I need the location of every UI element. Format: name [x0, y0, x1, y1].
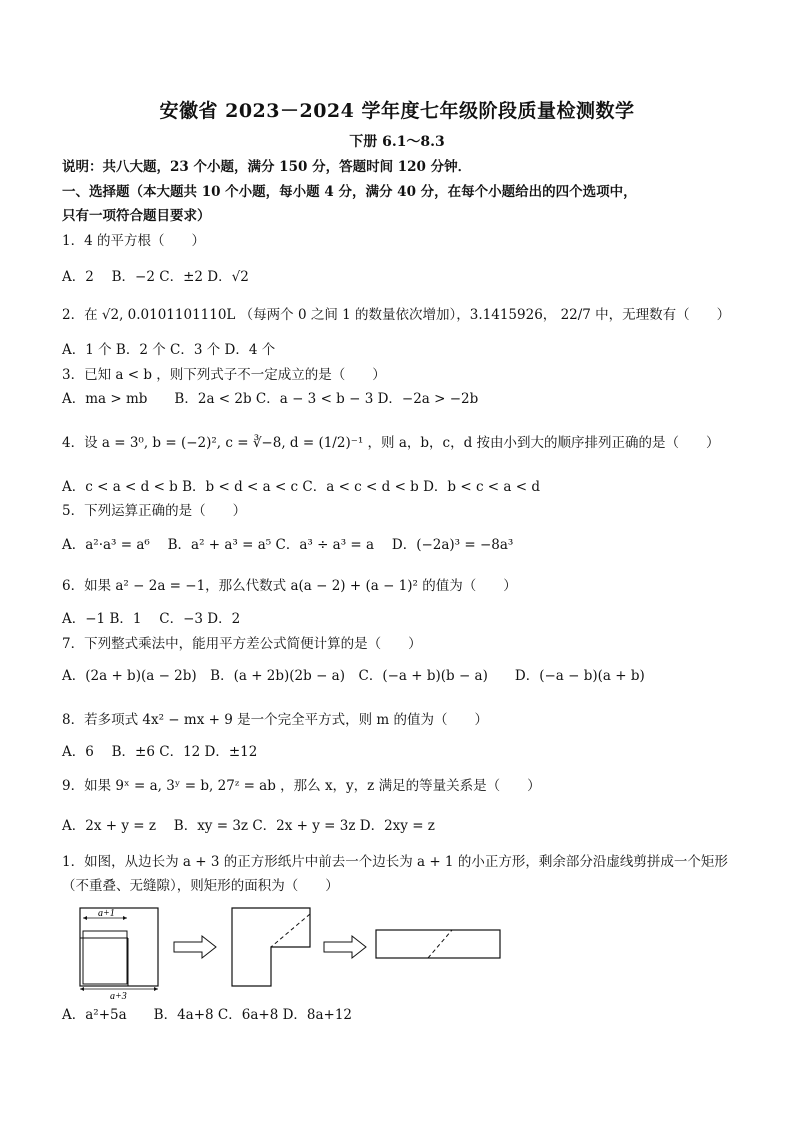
question-3-stem: 3．已知 a < b ，则下列式子不一定成立的是（ ）	[62, 367, 386, 383]
label-a-plus-1: a+1	[98, 908, 115, 919]
question-4-options: A．c < a < d < b B．b < d < a < c C．a < c < d < b D．b < c < a < d	[62, 479, 540, 495]
instructions: 说明：共八大题，23 个小题，满分 150 分，答题时间 120 分钟．	[62, 159, 472, 175]
l-shape-diagram	[232, 908, 310, 986]
question-7-stem: 7．下列整式乘法中，能用平方差公式简便计算的是（ ）	[62, 636, 422, 652]
section-heading-line2: 只有一项符合题目要求）	[62, 208, 211, 224]
question-9-options: A．2x + y = z B．xy = 3z C．2x + y = 3z D．2xy = z	[62, 818, 435, 834]
question-1-options: A．2 B．−2 C．±2 D．√2	[62, 269, 249, 285]
question-6-options: A．−1 B．1 C．−3 D．2	[62, 611, 241, 627]
question-7-options: A．(2a + b)(a − 2b) B．(a + 2b)(2b − a) C．(−a + b)(b − a) D．(−a − b)(a + b)	[62, 668, 645, 684]
page-subtitle: 下册 6.1～8.3	[349, 134, 445, 150]
question-8-options: A．6 B．±6 C．12 D．±12	[62, 744, 258, 760]
question-2-options: A．1 个 B．2 个 C．3 个 D．4 个	[62, 342, 276, 358]
original-square-diagram	[80, 908, 158, 1000]
question-2-stem: 2．在 √2, 0.0101101110L （每两个 0 之间 1 的数量依次增加），3.1415926， 22/7 中，无理数有（ ）	[62, 307, 731, 323]
arrow-right-icon	[324, 936, 366, 958]
question-3-options: A．ma > mb B．2a < 2b C．a − 3 < b − 3 D．−2a > −2b	[62, 391, 479, 407]
question-5-options: A．a²·a³ = a⁶ B．a² + a³ = a⁵ C．a³ ÷ a³ = a D．(−2a)³ = −8a³	[62, 537, 514, 553]
question-5-stem: 5．下列运算正确的是（ ）	[62, 503, 247, 519]
question-10-stem-line1: 1．如图，从边长为 a + 3 的正方形纸片中前去一个边长为 a + 1 的小正方形，剩余部分沿虚线剪拼成一个矩形	[62, 854, 728, 870]
rectangle-result-diagram	[376, 930, 500, 958]
square-cut-figure	[70, 900, 510, 1000]
question-10-options: A．a²+5a B．4a+8 C．6a+8 D．8a+12	[62, 1007, 353, 1023]
question-8-stem: 8．若多项式 4x² − mx + 9 是一个完全平方式，则 m 的值为（ ）	[62, 712, 488, 728]
question-1-stem: 1．4 的平方根（ ）	[62, 233, 205, 249]
label-a-plus-3: a+3	[110, 991, 127, 1000]
arrow-right-icon	[174, 936, 216, 958]
page-title: 安徽省 2023－2024 学年度七年级阶段质量检测数学	[159, 100, 635, 122]
section-heading-line1: 一、选择题（本大题共 10 个小题，每小题 4 分，满分 40 分，在每个小题给出的四个选项中，	[62, 184, 637, 200]
question-10-stem-line2: （不重叠、无缝隙），则矩形的面积为（ ）	[62, 878, 339, 894]
question-4-stem: 4．设 a = 3⁰, b = (−2)², c = ∛−8, d = (1/2)⁻¹ ，则 a，b，c，d 按由小到大的顺序排列正确的是（ ）	[62, 435, 720, 451]
question-6-stem: 6．如果 a² − 2a = −1，那么代数式 a(a − 2) + (a − 1)² 的值为（ ）	[62, 578, 517, 594]
question-9-stem: 9．如果 9ˣ = a, 3ʸ = b, 27ᶻ = ab ，那么 x，y，z 满足的等量关系是（ ）	[62, 778, 541, 794]
